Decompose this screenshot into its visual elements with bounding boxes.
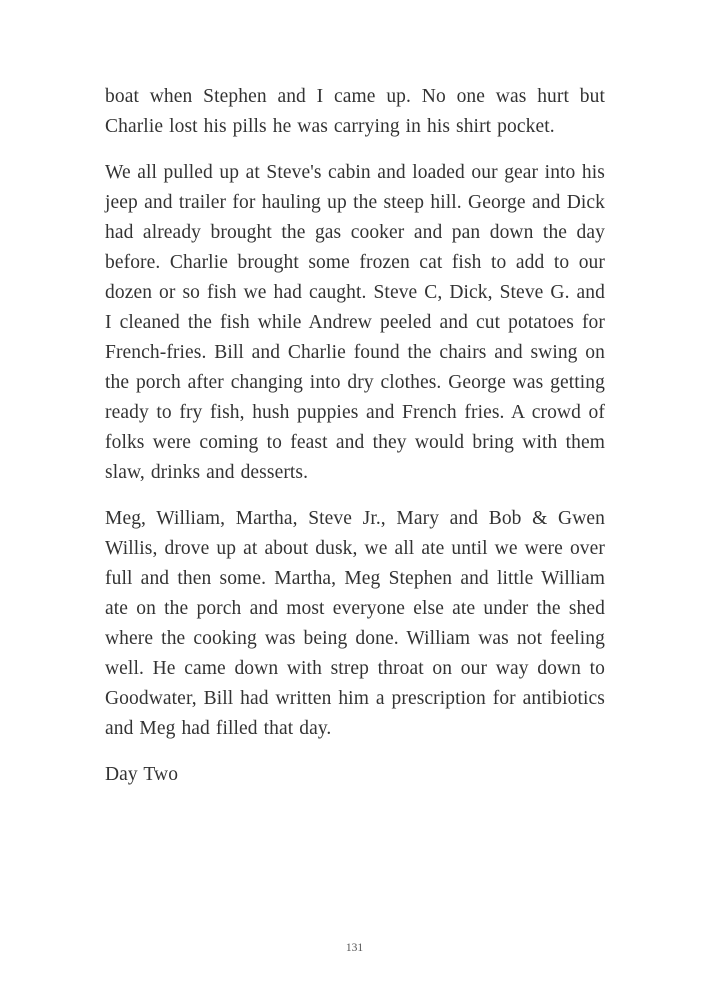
- section-heading-day-two: Day Two: [105, 764, 179, 785]
- paragraph-1: boat when Stephen and I came up. No one was hurt but Charlie lost his pills he was carrying in his shirt pocket.: [105, 86, 605, 137]
- paragraph-3: Meg, William, Martha, Steve Jr., Mary and Bob & Gwen Willis, drove up at about dusk, we all ate until we were over full and then some. Martha, Meg Stephen and little William ate on the porch and most everyone else ate under the shed where the cooking was being done. William was not feeling well. He came down with strep throat on our way down to Goodwater, Bill had written him a prescription for antibiotics and Meg had filled that day.: [105, 508, 605, 739]
- document-body: [105, 82, 605, 790]
- paragraph-2: We all pulled up at Steve's cabin and loaded our gear into his jeep and trailer for hauling up the steep hill. George and Dick had already brought the gas cooker and pan down the day before. Charlie brought some frozen cat fish to add to our dozen or so fish we had caught. Steve C, Dick, Steve G. and I cleaned the fish while Andrew peeled and cut potatoes for French-fries. Bill and Charlie found the chairs and swing on the porch after changing into dry clothes. George was getting ready to fry fish, hush puppies and French fries. A crowd of folks were coming to feast and they would bring with them slaw, drinks and desserts.: [105, 162, 605, 483]
- page-number: 131: [345, 942, 364, 954]
